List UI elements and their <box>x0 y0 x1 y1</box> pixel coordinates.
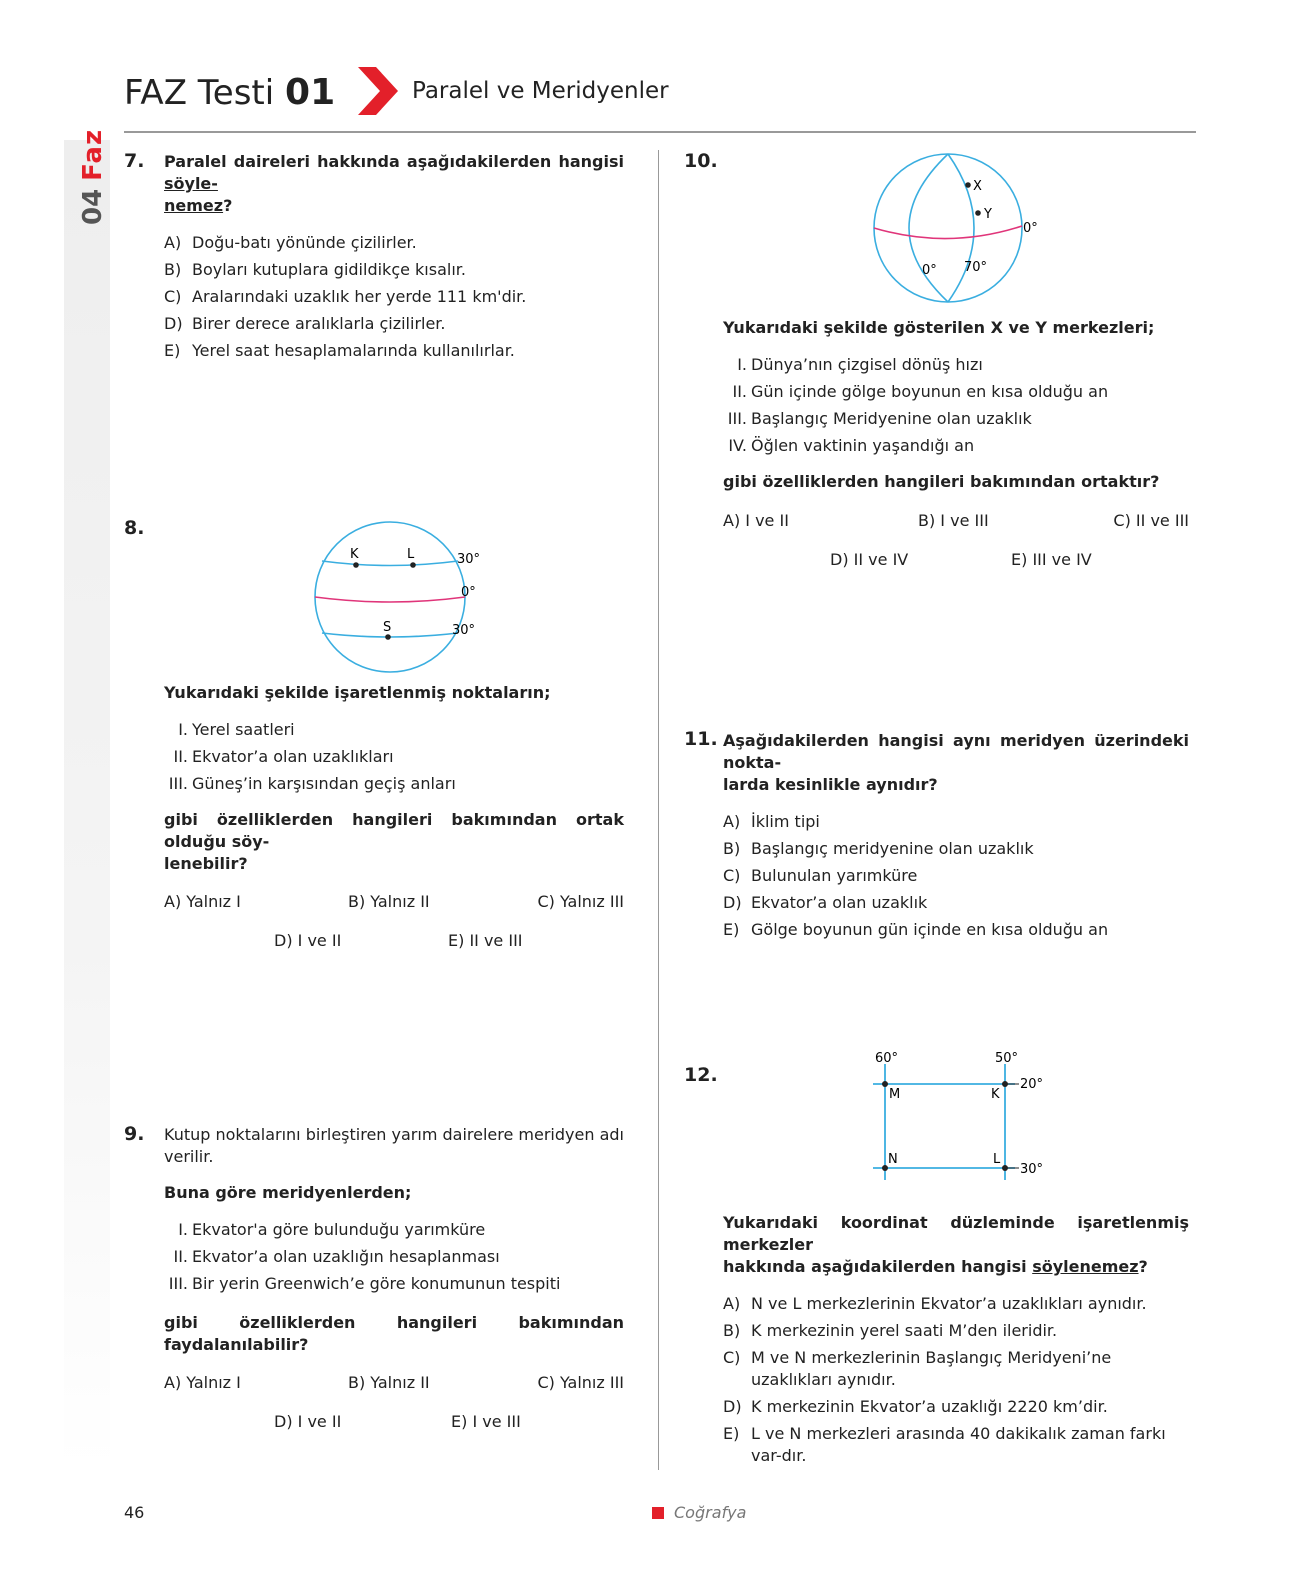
point-l <box>410 562 416 568</box>
side-faz-text: Faz <box>78 128 108 181</box>
option-letter: A) <box>723 1294 741 1313</box>
roman-text: Bir yerin Greenwich’e göre konumunun tespiti <box>192 1274 561 1293</box>
question-9-ask: gibi özelliklerden hangileri bakımından faydalanılabilir? <box>164 1313 624 1354</box>
question-7 <box>164 151 624 362</box>
roman-numeral: II. <box>732 382 747 401</box>
label-l: L <box>993 1152 1001 1167</box>
option-text: M ve N merkezlerinin Başlangıç Meridyeni’ne uzaklıkları aynıdır. <box>751 1348 1112 1389</box>
answer-c[interactable]: C) II ve III <box>1113 511 1189 530</box>
question-9-stem <box>164 1124 624 1168</box>
globe-outline <box>874 154 1022 302</box>
label-30-north: 30° <box>457 552 481 567</box>
test-series: FAZ Testi <box>124 73 275 113</box>
header-divider <box>124 131 1196 133</box>
stem-text: Yukarıdaki koordinat düzleminde işaretlenmiş merkezler <box>723 1213 1189 1254</box>
square-icon <box>652 1507 664 1519</box>
option-a[interactable] <box>723 1293 1189 1315</box>
question-9-intro: Buna göre meridyenlerden; <box>164 1183 412 1202</box>
question-8-intro: Yukarıdaki şekilde işaretlenmiş noktaların; <box>164 683 551 702</box>
roman-text: Ekvator’a olan uzaklıkları <box>192 747 394 766</box>
option-letter: D) <box>723 893 742 912</box>
option-e[interactable] <box>164 340 624 362</box>
answer-e[interactable]: E) III ve IV <box>1011 550 1092 569</box>
roman-item <box>723 381 1189 403</box>
point-s <box>385 634 391 640</box>
roman-numeral: III. <box>727 409 747 428</box>
question-number-7: 7. <box>124 150 145 172</box>
option-letter: D) <box>723 1397 742 1416</box>
question-number-12: 12. <box>684 1064 718 1086</box>
roman-item <box>164 746 624 768</box>
question-10-intro: Yukarıdaki şekilde gösterilen X ve Y merkezleri; <box>723 318 1155 337</box>
stem-text: larda kesinlikle aynıdır? <box>723 775 938 794</box>
answer-c[interactable]: C) Yalnız III <box>537 1373 624 1392</box>
roman-item <box>164 1219 624 1241</box>
roman-numeral: IV. <box>728 436 747 455</box>
stem-underline: söylenemez <box>1032 1257 1139 1276</box>
option-letter: E) <box>164 341 181 360</box>
label-y: Y <box>984 207 992 222</box>
ask-line: gibi özelliklerden hangileri bakımından ortak olduğu söy- <box>164 810 624 851</box>
answer-row-1 <box>164 891 624 913</box>
roman-numeral: II. <box>173 1247 188 1266</box>
column-divider <box>658 150 659 1470</box>
question-11 <box>723 730 1189 941</box>
answer-e[interactable]: E) II ve III <box>448 931 523 950</box>
roman-numeral: III. <box>168 1274 188 1293</box>
answer-row-1 <box>164 1372 624 1394</box>
option-text: Ekvator’a olan uzaklık <box>751 893 928 912</box>
stem-text: ? <box>223 196 233 215</box>
topic-title: Paralel ve Meridyenler <box>412 78 669 104</box>
ask-line: lenebilir? <box>164 854 248 873</box>
meridian-70 <box>948 154 974 302</box>
answer-row-2 <box>723 549 1189 571</box>
option-letter: B) <box>723 1321 741 1340</box>
option-letter: C) <box>723 866 741 885</box>
option-letter: E) <box>723 920 740 939</box>
option-letter: D) <box>164 314 183 333</box>
option-text: N ve L merkezlerinin Ekvator’a uzaklıkları aynıdır. <box>751 1294 1147 1313</box>
answer-e[interactable]: E) I ve III <box>451 1412 521 1431</box>
option-text: Boyları kutuplara gidildikçe kısalır. <box>192 260 466 279</box>
option-letter: B) <box>723 839 741 858</box>
globe-outline <box>315 522 465 672</box>
option-text: Doğu-batı yönünde çizilirler. <box>192 233 417 252</box>
option-b[interactable] <box>164 259 624 281</box>
coordinate-grid-figure <box>865 1050 1055 1190</box>
option-b[interactable] <box>723 838 1189 860</box>
answer-a[interactable]: A) Yalnız I <box>164 892 241 911</box>
point-k <box>353 562 359 568</box>
point-l <box>1002 1165 1008 1171</box>
stem-text: Aşağıdakilerden hangisi aynı meridyen üzerindeki nokta- <box>723 731 1189 772</box>
test-title <box>124 72 335 113</box>
point-y <box>975 210 981 216</box>
test-number: 01 <box>285 72 336 113</box>
option-d[interactable] <box>723 1396 1189 1418</box>
roman-numeral: II. <box>173 747 188 766</box>
subject-label: Coğrafya <box>674 1503 747 1522</box>
stem-underline: nemez <box>164 196 224 215</box>
roman-item <box>164 1246 624 1268</box>
answer-row-2 <box>164 1411 624 1433</box>
roman-numeral: III. <box>168 774 188 793</box>
option-a[interactable] <box>164 232 624 254</box>
question-number-8: 8. <box>124 517 145 539</box>
side-strip <box>64 140 110 1470</box>
option-a[interactable] <box>723 811 1189 833</box>
label-k: K <box>991 1087 1000 1102</box>
label-30-south: 30° <box>452 623 476 638</box>
roman-text: Başlangıç Meridyenine olan uzaklık <box>751 409 1032 428</box>
label-50: 50° <box>995 1051 1019 1066</box>
option-letter: E) <box>723 1424 740 1443</box>
stem-underline: söyle- <box>164 174 218 193</box>
label-meridian-0: 0° <box>922 263 937 278</box>
label-x: X <box>973 179 982 194</box>
option-text: Bulunulan yarımküre <box>751 866 918 885</box>
stem-text: ? <box>1138 1257 1148 1276</box>
answer-d[interactable]: D) I ve II <box>274 1412 342 1431</box>
question-10-ask: gibi özelliklerden hangileri bakımından ortaktır? <box>723 472 1160 491</box>
option-text: K merkezinin yerel saati M’den ileridir. <box>751 1321 1058 1340</box>
chevron-right-icon <box>358 67 398 115</box>
roman-text: Güneş’in karşısından geçiş anları <box>192 774 456 793</box>
answer-row-2 <box>164 930 624 952</box>
option-letter: A) <box>164 233 182 252</box>
roman-item <box>164 773 624 795</box>
question-11-stem <box>723 730 1189 796</box>
globe-meridians-figure <box>870 150 1050 310</box>
answer-c[interactable]: C) Yalnız III <box>537 892 624 911</box>
label-30: 30° <box>1020 1162 1044 1177</box>
answer-b[interactable]: B) Yalnız II <box>348 892 430 911</box>
option-letter: C) <box>723 1348 741 1367</box>
roman-text: Ekvator’a olan uzaklığın hesaplanması <box>192 1247 500 1266</box>
option-c[interactable] <box>723 1347 1189 1391</box>
roman-item <box>723 354 1189 376</box>
question-12 <box>723 1212 1189 1467</box>
roman-numeral: I. <box>178 1220 188 1239</box>
label-s: S <box>383 620 392 635</box>
question-number-11: 11. <box>684 728 718 750</box>
question-7-stem <box>164 151 624 217</box>
point-k <box>1002 1081 1008 1087</box>
label-60: 60° <box>875 1051 899 1066</box>
stem-line <box>164 1124 624 1146</box>
point-m <box>882 1081 888 1087</box>
side-faz-label <box>73 115 113 225</box>
point-x <box>965 182 971 188</box>
option-d[interactable] <box>723 892 1189 914</box>
equator-line <box>874 226 1022 239</box>
roman-item <box>164 719 624 741</box>
option-text: L ve N merkezleri arasında 40 dakikalık zaman farkı var-dır. <box>751 1424 1166 1465</box>
roman-text: Öğlen vaktinin yaşandığı an <box>751 436 975 455</box>
option-text: Birer derece aralıklarla çizilirler. <box>192 314 446 333</box>
label-meridian-70: 70° <box>964 260 988 275</box>
option-c[interactable] <box>164 286 624 308</box>
option-e[interactable] <box>723 919 1189 941</box>
option-letter: B) <box>164 260 182 279</box>
question-9 <box>164 1124 624 1433</box>
roman-item <box>723 435 1189 457</box>
roman-text: Gün içinde gölge boyunun en kısa olduğu an <box>751 382 1109 401</box>
roman-item <box>164 1273 624 1295</box>
answer-d[interactable]: D) II ve IV <box>830 550 909 569</box>
globe-parallels-figure <box>300 515 500 680</box>
option-b[interactable] <box>723 1320 1189 1342</box>
side-faz-number: 04 <box>78 188 108 225</box>
parallel-30n <box>322 561 458 566</box>
label-m: M <box>889 1087 901 1102</box>
roman-text: Yerel saatleri <box>192 720 295 739</box>
option-d[interactable] <box>164 313 624 335</box>
option-text: Gölge boyunun gün içinde en kısa olduğu an <box>751 920 1109 939</box>
label-k: K <box>350 547 359 562</box>
roman-text: Dünya’nın çizgisel dönüş hızı <box>751 355 983 374</box>
question-12-stem <box>723 1212 1189 1278</box>
question-8-ask <box>164 809 624 875</box>
question-number-9: 9. <box>124 1123 145 1145</box>
answer-row-1 <box>723 510 1189 532</box>
answer-a[interactable]: A) I ve II <box>723 511 789 530</box>
option-text: Başlangıç meridyenine olan uzaklık <box>751 839 1034 858</box>
roman-numeral: I. <box>178 720 188 739</box>
answer-b[interactable]: B) I ve III <box>918 511 989 530</box>
footer-subject <box>652 1503 746 1522</box>
stem-text: verilir. <box>164 1147 214 1166</box>
label-n: N <box>888 1152 898 1167</box>
option-text: Yerel saat hesaplamalarında kullanılırlar. <box>192 341 515 360</box>
meridian-0 <box>909 154 948 302</box>
stem-text: Kutup noktalarını birleştiren yarım dairelere meridyen adı <box>164 1125 624 1144</box>
question-number-10: 10. <box>684 150 718 172</box>
option-letter: C) <box>164 287 182 306</box>
roman-item <box>723 408 1189 430</box>
equator-line <box>315 597 465 602</box>
option-letter: A) <box>723 812 741 831</box>
option-text: Aralarındaki uzaklık her yerde 111 km'dir. <box>192 287 527 306</box>
option-text: İklim tipi <box>751 812 820 831</box>
roman-numeral: I. <box>737 355 747 374</box>
option-text: K merkezinin Ekvator’a uzaklığı 2220 km’dir. <box>751 1397 1108 1416</box>
option-c[interactable] <box>723 865 1189 887</box>
option-e[interactable] <box>723 1423 1189 1467</box>
label-equator-0: 0° <box>1023 221 1038 236</box>
label-20: 20° <box>1020 1077 1044 1092</box>
answer-b[interactable]: B) Yalnız II <box>348 1373 430 1392</box>
answer-a[interactable]: A) Yalnız I <box>164 1373 241 1392</box>
label-0: 0° <box>461 585 476 600</box>
stem-text: hakkında aşağıdakilerden hangisi <box>723 1257 1033 1276</box>
question-8 <box>164 682 624 952</box>
roman-text: Ekvator'a göre bulunduğu yarımküre <box>192 1220 486 1239</box>
label-l: L <box>407 547 415 562</box>
question-10 <box>723 317 1189 571</box>
answer-d[interactable]: D) I ve II <box>274 931 342 950</box>
page-number: 46 <box>124 1503 145 1522</box>
stem-text: Paralel daireleri hakkında aşağıdakilerden hangisi <box>164 152 624 171</box>
